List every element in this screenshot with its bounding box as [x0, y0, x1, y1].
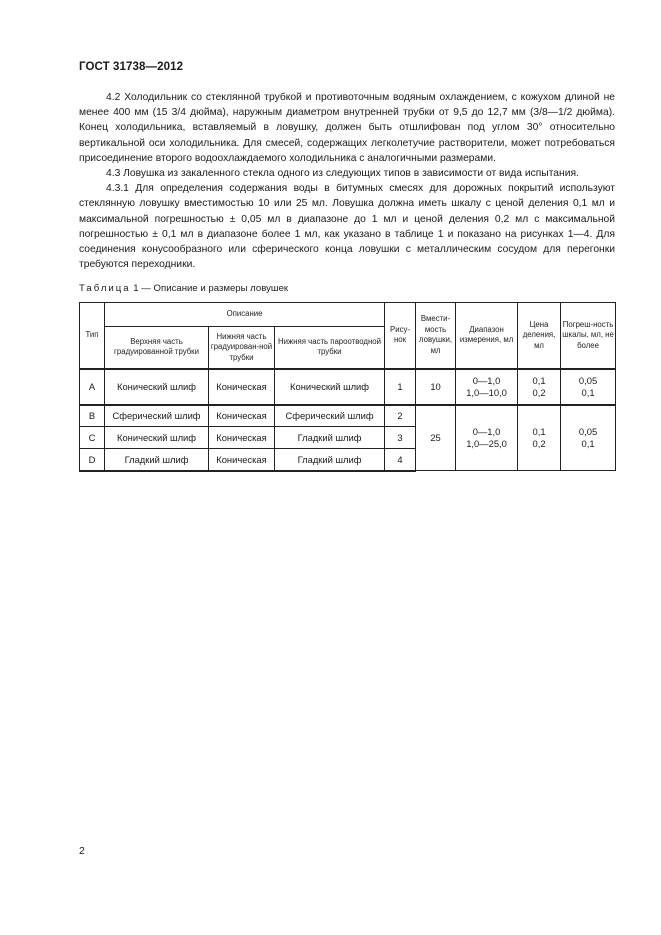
header-capacity: Вмести-мость ловушки, мл — [416, 303, 456, 369]
header-error: Погреш-ность шкалы, мл, не более — [561, 303, 616, 369]
header-division: Цена деления, мл — [518, 303, 561, 369]
table-row — [80, 369, 616, 405]
cell-division-group — [518, 405, 561, 471]
header-type: Тип — [80, 303, 105, 369]
cell-figure: 3 — [385, 427, 416, 449]
cell-error-line-1: 0,05 — [578, 375, 598, 386]
header-range: Диапазон измерения, мл — [456, 303, 518, 369]
cell-error-line-2: 0,1 — [581, 437, 595, 449]
header-lower-part: Нижняя часть градуирован-ной трубки — [209, 327, 275, 369]
cell-upper: Гладкий шлиф — [105, 449, 209, 471]
cell-lower: Коническая — [209, 405, 275, 427]
cell-vapor: Гладкий шлиф — [275, 427, 385, 449]
cell-vapor: Гладкий шлиф — [275, 449, 385, 471]
cell-division-line-1: 0,1 — [532, 426, 546, 438]
paragraph-4-2: 4.2 Холодильник со стеклянной трубкой и противоточным водяным охлаждением, с кожухом длиной не менее 400 мм (15 3/4 дюйма), наружным диаметром внутренней трубки от 9,5 до 12,7 мм (3/8—1/2 дюйма). Конец холодильника, вставляемый в ловушку, должен быть отшлифован под углом 30° относительно вертикальной оси холодильника. Для смесей, содержащих легколетучие растворители, может потребоваться присоединение второго водоохлаждаемого холодильника с аналогичными размерами. — [79, 92, 615, 164]
document-body — [79, 90, 615, 272]
header-description: Описание — [105, 303, 385, 327]
cell-error-group — [561, 405, 616, 471]
cell-capacity-group: 25 — [416, 405, 456, 471]
table-caption — [79, 283, 288, 294]
cell-lower: Коническая — [209, 449, 275, 471]
cell-division-line-2: 0,2 — [532, 437, 546, 449]
cell-division — [518, 369, 561, 405]
cell-error-line-2: 0,1 — [581, 386, 595, 398]
table-caption-label: Таблица — [79, 283, 131, 294]
cell-upper: Конический шлиф — [105, 369, 209, 405]
table-header-row-1 — [80, 303, 616, 327]
traps-table — [79, 302, 616, 472]
cell-division-line-2: 0,2 — [532, 386, 546, 398]
cell-figure: 1 — [385, 369, 416, 405]
cell-type: C — [80, 427, 105, 449]
cell-range-line-1: 0—1,0 — [472, 375, 501, 386]
cell-range-line-1: 0—1,0 — [472, 426, 501, 438]
cell-range-group — [456, 405, 518, 471]
cell-type: A — [80, 369, 105, 405]
page-number: 2 — [79, 845, 85, 857]
cell-range-line-2: 1,0—25,0 — [466, 437, 507, 449]
paragraph-4-3: 4.3 Ловушка из закаленного стекла одного из следующих типов в зависимости от вида испытания. — [106, 168, 579, 180]
table-caption-text: 1 — Описание и размеры ловушек — [133, 283, 289, 294]
header-figure: Рису-нок — [385, 303, 416, 369]
document-header: ГОСТ 31738—2012 — [79, 61, 184, 73]
cell-lower: Коническая — [209, 369, 275, 405]
cell-upper: Сферический шлиф — [105, 405, 209, 427]
cell-error — [561, 369, 616, 405]
cell-range — [456, 369, 518, 405]
cell-lower: Коническая — [209, 427, 275, 449]
cell-division-line-1: 0,1 — [532, 375, 546, 386]
cell-type: B — [80, 405, 105, 427]
header-vapor-tube: Нижняя часть пароотводной трубки — [275, 327, 385, 369]
cell-range-line-2: 1,0—10,0 — [466, 386, 507, 398]
cell-figure: 4 — [385, 449, 416, 471]
header-upper-part: Верхняя часть градуированной трубки — [105, 327, 209, 369]
table-row — [80, 405, 616, 427]
cell-vapor: Конический шлиф — [275, 369, 385, 405]
paragraph-4-3-1: 4.3.1 Для определения содержания воды в битумных смесях для дорожных покрытий используют стеклянную ловушку вместимостью 10 или 25 мл. Ловушка должна иметь шкалу с ценой деления 0,1 мл и максимальной погрешностью ± 0,05 мл в диапазоне до 1 мл и ценой деления 0,2 мл с максимальной погрешностью ± 0,1 мл в диапазоне более 1 мл, как указано в таблице 1 и показано на рисунках 1—4. Для соединения конусообразного или сферического конца ловушки с металлическим сосудом для перегонки требуются переходники. — [79, 183, 615, 271]
cell-upper: Конический шлиф — [105, 427, 209, 449]
cell-capacity: 10 — [416, 369, 456, 405]
cell-figure: 2 — [385, 405, 416, 427]
cell-error-line-1: 0,05 — [578, 426, 598, 438]
cell-type: D — [80, 449, 105, 471]
cell-vapor: Сферический шлиф — [275, 405, 385, 427]
